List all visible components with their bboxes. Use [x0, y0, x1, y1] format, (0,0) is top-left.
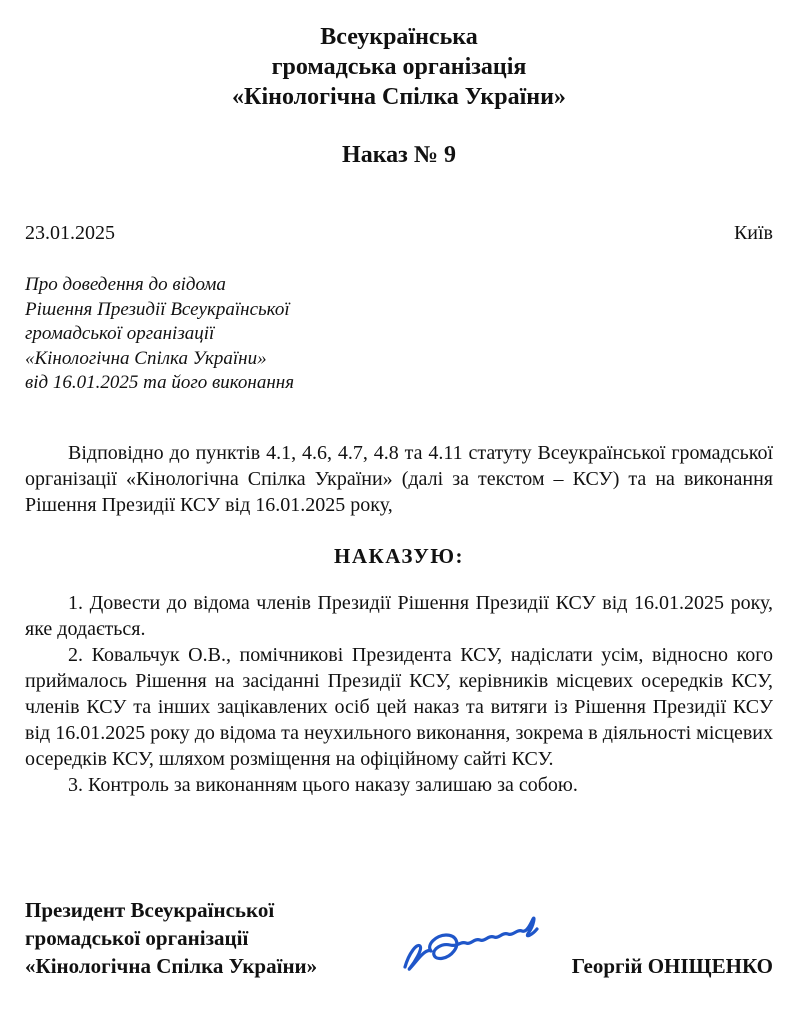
order-item-3: 3. Контроль за виконанням цього наказу залишаю за собою.	[68, 773, 578, 796]
signer-position	[25, 896, 370, 980]
organization-header	[25, 22, 773, 112]
order-item-2: 2. Ковальчук О.В., помічникові Президента КСУ, надіслати усім, відносно кого приймалось Рішення на засіданні Президії КСУ, керівників місцевих осередків КСУ, членів КСУ та інших зацікавлених осіб цей наказ та витяги із Рішення Президії КСУ від 16.01.2025 року до відома та неухильного виконання, зокрема в діяльності місцевих осередків КСУ, шляхом розміщення на офіційному сайті КСУ.	[25, 643, 773, 770]
subject-line-3: громадської організації	[25, 323, 215, 344]
subject-line-4: «Кінологічна Спілка України»	[25, 347, 267, 369]
org-name-line-1: Всеукраїнська	[320, 24, 478, 50]
order-city: Київ	[733, 222, 773, 244]
signer-position-line-3: «Кінологічна Спілка України»	[25, 953, 318, 978]
signature-block	[25, 896, 773, 980]
signer-name: Георгій ОНІЩЕНКО	[571, 953, 773, 978]
handwritten-signature	[370, 905, 572, 977]
order-body	[25, 440, 773, 798]
order-items	[25, 590, 773, 798]
order-item-1: 1. Довести до відома членів Президії Рішення Президії КСУ від 16.01.2025 року, яке додається.	[25, 591, 773, 640]
order-word: НАКАЗУЮ:	[334, 543, 464, 568]
subject-line-5: від 16.01.2025 та його виконання	[25, 372, 295, 393]
subject-line-2: Рішення Президії Всеукраїнської	[25, 298, 290, 320]
date-city-row	[25, 220, 773, 246]
order-date: 23.01.2025	[25, 222, 115, 244]
signer-position-line-1: Президент Всеукраїнської	[25, 897, 275, 922]
org-name-line-2: громадська організація	[271, 54, 527, 80]
org-name-line-3: «Кінологічна Спілка України»	[232, 84, 566, 110]
order-subject	[25, 273, 355, 396]
signer-position-line-2: громадської організації	[25, 925, 249, 950]
signature-ink-icon	[396, 905, 546, 977]
intro-paragraph: Відповідно до пунктів 4.1, 4.6, 4.7, 4.8 та 4.11 статуту Всеукраїнської громадської організації «Кінологічна Спілка України» (далі за текстом – КСУ) та на виконання Рішення Президії КСУ від 16.01.2025 року,	[25, 441, 773, 516]
subject-line-1: Про доведення до відома	[25, 274, 226, 295]
order-title: Наказ № 9	[342, 142, 456, 168]
